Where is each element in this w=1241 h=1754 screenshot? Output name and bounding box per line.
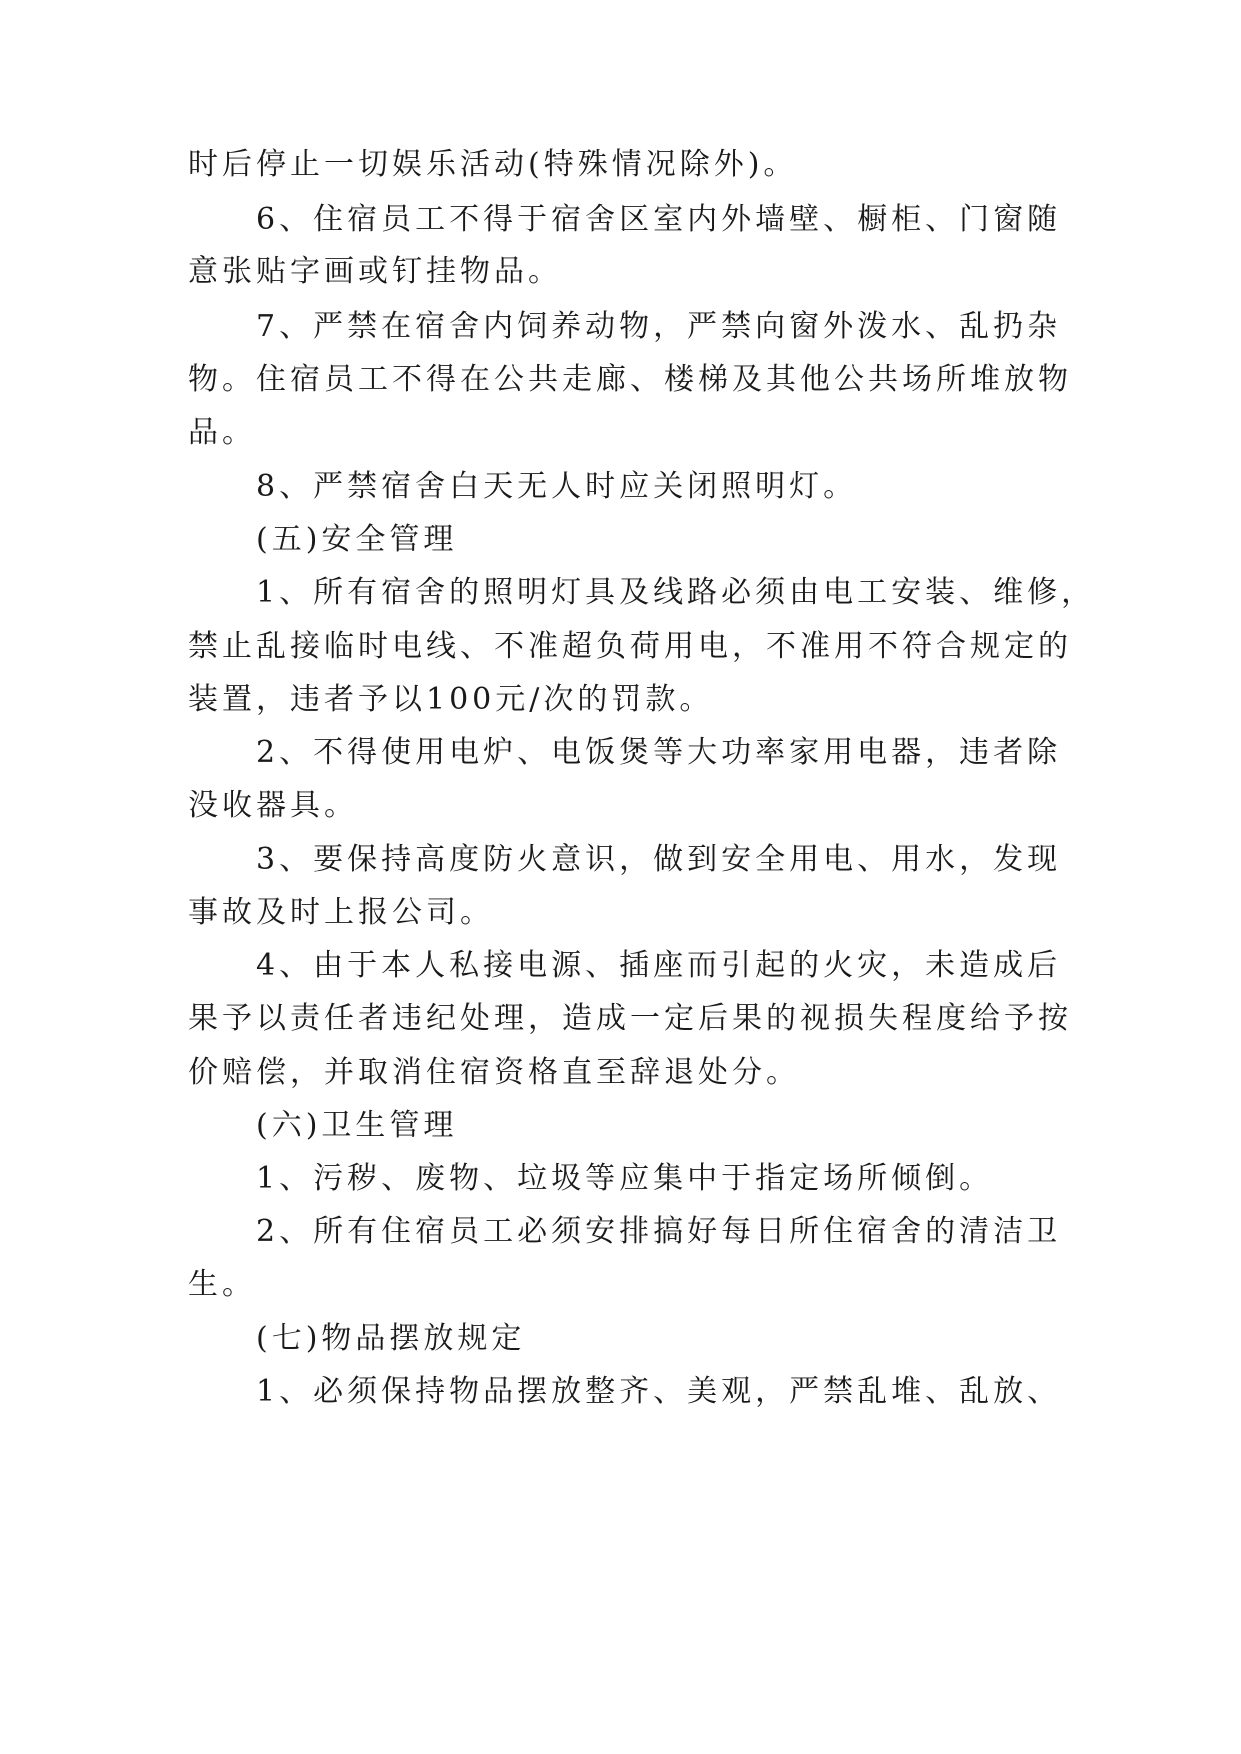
- text-line: 没收器具。: [188, 788, 358, 823]
- text-line: 装置，违者予以100元/次的罚款。: [188, 682, 714, 717]
- section-heading: (七)物品摆放规定: [256, 1321, 526, 1356]
- text-line: 生。: [188, 1267, 256, 1302]
- text-line: 1、所有宿舍的照明灯具及线路必须由电工安装、维修，: [256, 575, 1096, 610]
- text-line: 价赔偿，并取消住宿资格直至辞退处分。: [188, 1055, 800, 1090]
- text-line: 1、污秽、废物、垃圾等应集中于指定场所倾倒。: [256, 1161, 994, 1196]
- text-line: 意张贴字画或钉挂物品。: [188, 254, 562, 289]
- text-line: 事故及时上报公司。: [188, 895, 494, 930]
- text-line: 4、由于本人私接电源、插座而引起的火灾，未造成后: [256, 948, 1062, 983]
- text-line: 物。住宿员工不得在公共走廊、楼梯及其他公共场所堆放物: [188, 362, 1072, 397]
- text-line: 3、要保持高度防火意识，做到安全用电、用水，发现: [256, 842, 1062, 877]
- text-line: 2、不得使用电炉、电饭煲等大功率家用电器，违者除: [256, 735, 1062, 770]
- text-line: 禁止乱接临时电线、不准超负荷用电，不准用不符合规定的: [188, 629, 1072, 664]
- text-line: 时后停止一切娱乐活动(特殊情况除外)。: [188, 147, 798, 182]
- text-line: 2、所有住宿员工必须安排搞好每日所住宿舍的清洁卫: [256, 1214, 1062, 1249]
- section-heading: (六)卫生管理: [256, 1108, 458, 1143]
- text-line: 果予以责任者违纪处理，造成一定后果的视损失程度给予按: [188, 1001, 1072, 1036]
- text-line: 8、严禁宿舍白天无人时应关闭照明灯。: [256, 469, 858, 504]
- text-line: 品。: [188, 415, 256, 450]
- text-line: 6、住宿员工不得于宿舍区室内外墙壁、橱柜、门窗随: [256, 202, 1062, 237]
- section-heading: (五)安全管理: [256, 522, 458, 557]
- text-line: 7、严禁在宿舍内饲养动物，严禁向窗外泼水、乱扔杂: [256, 309, 1062, 344]
- text-line: 1、必须保持物品摆放整齐、美观，严禁乱堆、乱放、: [256, 1374, 1062, 1409]
